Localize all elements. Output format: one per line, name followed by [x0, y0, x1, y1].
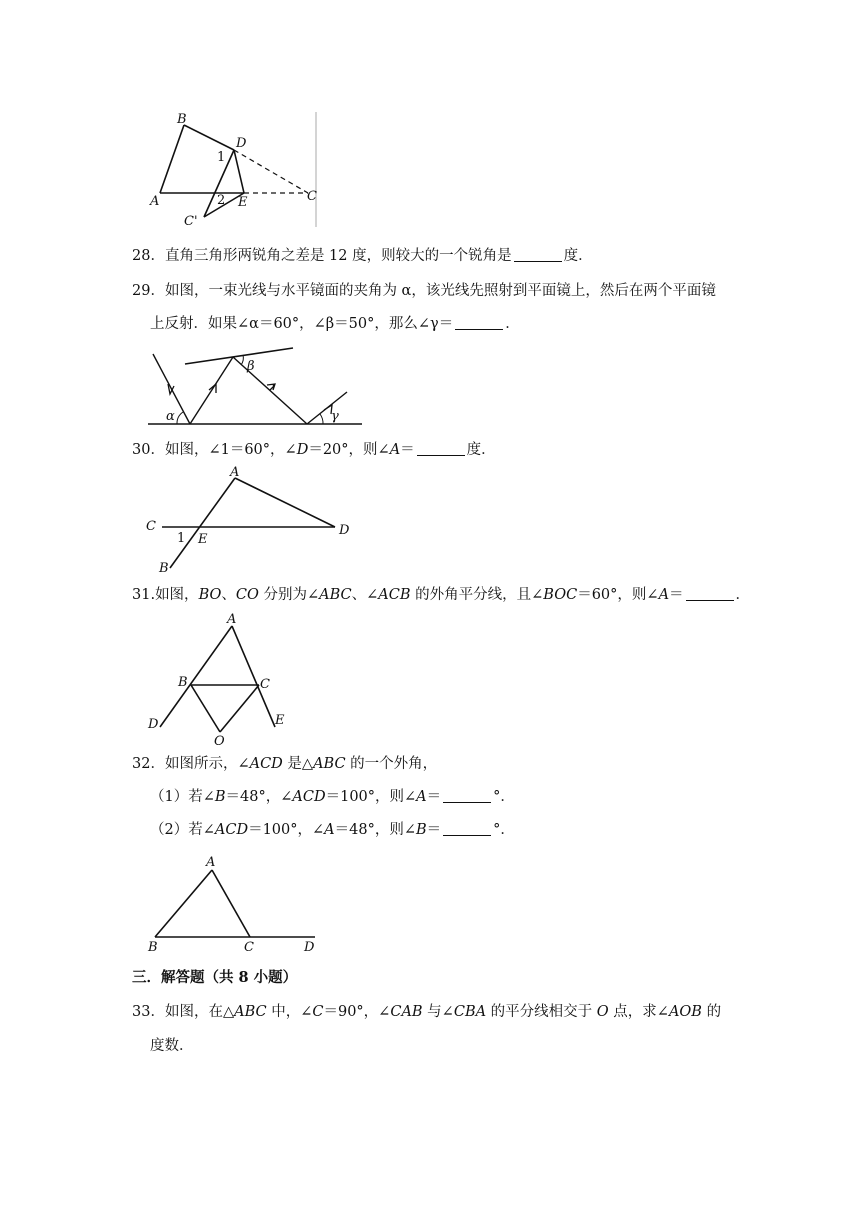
ray-ad — [160, 626, 232, 727]
label-c: C — [146, 519, 156, 534]
label-beta: β — [247, 359, 255, 374]
label-b: B — [148, 940, 158, 955]
dashed-dc — [234, 150, 308, 193]
question-text: ＝60°，则∠ — [577, 587, 659, 603]
question-text: 如图所示，∠ — [164, 756, 250, 772]
question-text-end: 度． — [563, 248, 593, 264]
question-32-part1 — [150, 787, 515, 807]
question-text: 的 — [701, 1004, 722, 1020]
symbol-abc: ABC — [313, 756, 346, 772]
question-33-line2: 度数． — [150, 1038, 194, 1054]
symbol-aob: AOB — [668, 1004, 702, 1020]
label-o: O — [214, 734, 225, 749]
segment-ab — [170, 478, 235, 568]
answer-blank — [417, 441, 465, 456]
question-text: （1）若∠ — [150, 789, 215, 805]
question-number: 29． — [132, 283, 165, 299]
label-c: C — [244, 940, 254, 955]
label-d: D — [339, 523, 350, 538]
label-c-prime: C' — [184, 214, 198, 229]
answer-blank — [686, 586, 734, 601]
symbol-b: B — [416, 822, 427, 838]
label-c: C — [307, 189, 317, 204]
question-text: 直角三角形两锐角之差是 12 度，则较大的一个锐角是 — [164, 248, 512, 264]
label-angle-1: 1 — [177, 531, 186, 546]
question-text: ＝ — [400, 442, 415, 458]
question-text-end: 度． — [466, 442, 496, 458]
angle-arc-gamma — [320, 414, 323, 424]
symbol-cba: CBA — [453, 1004, 487, 1020]
symbol-acd: ACD — [292, 789, 326, 805]
question-32-part2 — [150, 820, 515, 840]
question-text: 中，∠ — [266, 1004, 313, 1020]
angle-arc-beta — [241, 355, 243, 365]
label-a: A — [150, 194, 160, 209]
segment-bd — [184, 125, 234, 150]
symbol-c: C — [312, 1004, 324, 1020]
label-a: A — [230, 465, 240, 480]
question-text: 与∠ — [422, 1004, 454, 1020]
question-text: ＝48°，∠ — [225, 789, 293, 805]
question-number: 28． — [132, 248, 165, 264]
question-28 — [132, 246, 593, 266]
question-text: 的一个外角， — [345, 756, 438, 772]
question-text: 分别为∠ — [258, 587, 320, 603]
label-alpha: α — [166, 409, 175, 424]
symbol-cab: CAB — [390, 1004, 423, 1020]
question-text: 如图， — [155, 587, 199, 603]
figure-q31 — [140, 610, 300, 748]
symbol-a: A — [416, 789, 427, 805]
symbol-boc: BOC — [543, 587, 578, 603]
symbol-acd: ACD — [214, 822, 249, 838]
question-text: ＝ — [669, 587, 684, 603]
label-gamma: γ — [331, 409, 339, 424]
label-a: A — [206, 855, 216, 870]
question-30 — [132, 440, 496, 460]
light-ray-down — [233, 357, 307, 424]
question-text: ＝100°，∠ — [248, 822, 325, 838]
label-e: E — [238, 195, 248, 210]
segment-ac — [212, 870, 250, 937]
question-text: ＝ — [426, 822, 442, 838]
question-text: 点，求∠ — [608, 1004, 669, 1020]
label-d: D — [148, 717, 159, 732]
answer-blank — [443, 788, 491, 803]
question-text: ＝ — [426, 789, 442, 805]
symbol-d: D — [296, 442, 309, 458]
figure-q32 — [140, 850, 330, 956]
answer-blank — [443, 821, 491, 836]
label-d: D — [236, 136, 247, 151]
symbol-bo: BO — [198, 587, 222, 603]
segment-bo — [191, 685, 220, 732]
question-text: ＝48°，则∠ — [334, 822, 416, 838]
label-b: B — [159, 561, 169, 576]
segment-de — [234, 150, 244, 193]
question-text: （2）若∠ — [150, 822, 215, 838]
segment-co — [220, 685, 259, 732]
question-text: ＝100°，则∠ — [325, 789, 417, 805]
symbol-a: A — [324, 822, 335, 838]
light-ray-up — [190, 357, 233, 424]
question-text: 如图，在△ — [164, 1004, 235, 1020]
question-number: 33． — [132, 1004, 165, 1020]
label-a: A — [227, 612, 237, 627]
symbol-acd: ACD — [249, 756, 283, 772]
answer-blank — [514, 247, 562, 262]
label-angle-1: 1 — [217, 150, 226, 165]
question-text-end: ． — [505, 316, 520, 332]
symbol-co: CO — [235, 587, 259, 603]
figure-q29 — [145, 340, 365, 430]
symbol-acb: ACB — [378, 587, 411, 603]
question-32-intro — [132, 754, 437, 774]
question-number: 32． — [132, 756, 165, 772]
question-text: 的平分线相交于 — [486, 1004, 597, 1020]
question-text: 上反射．如果∠α＝60°，∠β＝50°，那么∠γ＝ — [150, 316, 454, 332]
figure-q27 — [140, 105, 330, 230]
question-29-line1 — [132, 281, 716, 301]
question-text: ＝20°，则∠ — [308, 442, 390, 458]
label-e: E — [275, 713, 285, 728]
segment-ab — [160, 125, 184, 193]
symbol-b: B — [214, 789, 226, 805]
label-e: E — [198, 532, 208, 547]
question-text: ＝90°，∠ — [323, 1004, 391, 1020]
segment-ad — [235, 478, 335, 527]
question-text: 如图，∠1＝60°，∠ — [164, 442, 297, 458]
angle-arc-alpha — [177, 412, 183, 424]
label-d: D — [304, 940, 315, 955]
label-b: B — [178, 675, 188, 690]
segment-ab — [155, 870, 212, 937]
answer-blank — [455, 315, 503, 330]
symbol-o: O — [596, 1004, 609, 1020]
question-text: 、 — [221, 587, 236, 603]
label-c: C — [260, 677, 270, 692]
question-text: 的外角平分线，且∠ — [410, 587, 544, 603]
symbol-abc: ABC — [234, 1004, 267, 1020]
question-number: 30． — [132, 442, 165, 458]
question-31 — [132, 585, 750, 605]
question-text-end: ． — [735, 587, 751, 603]
question-text: 如图，一束光线与水平镜面的夹角为 α，该光线先照射到平面镜上，然后在两个平面镜 — [164, 283, 716, 299]
symbol-a: A — [658, 587, 670, 603]
section-heading: 三．解答题（共 8 小题） — [132, 969, 298, 986]
label-angle-2: 2 — [217, 193, 226, 208]
question-29-line2 — [150, 314, 520, 334]
question-text-end: °． — [493, 789, 515, 805]
question-33-line1 — [132, 1002, 721, 1022]
symbol-a: A — [389, 442, 401, 458]
figure-q30 — [140, 462, 360, 580]
question-number: 31. — [132, 587, 156, 603]
question-text-end: °． — [493, 822, 515, 838]
symbol-abc: ABC — [319, 587, 352, 603]
label-b: B — [177, 112, 187, 127]
question-text: 是△ — [282, 756, 314, 772]
question-text: 、∠ — [351, 587, 379, 603]
